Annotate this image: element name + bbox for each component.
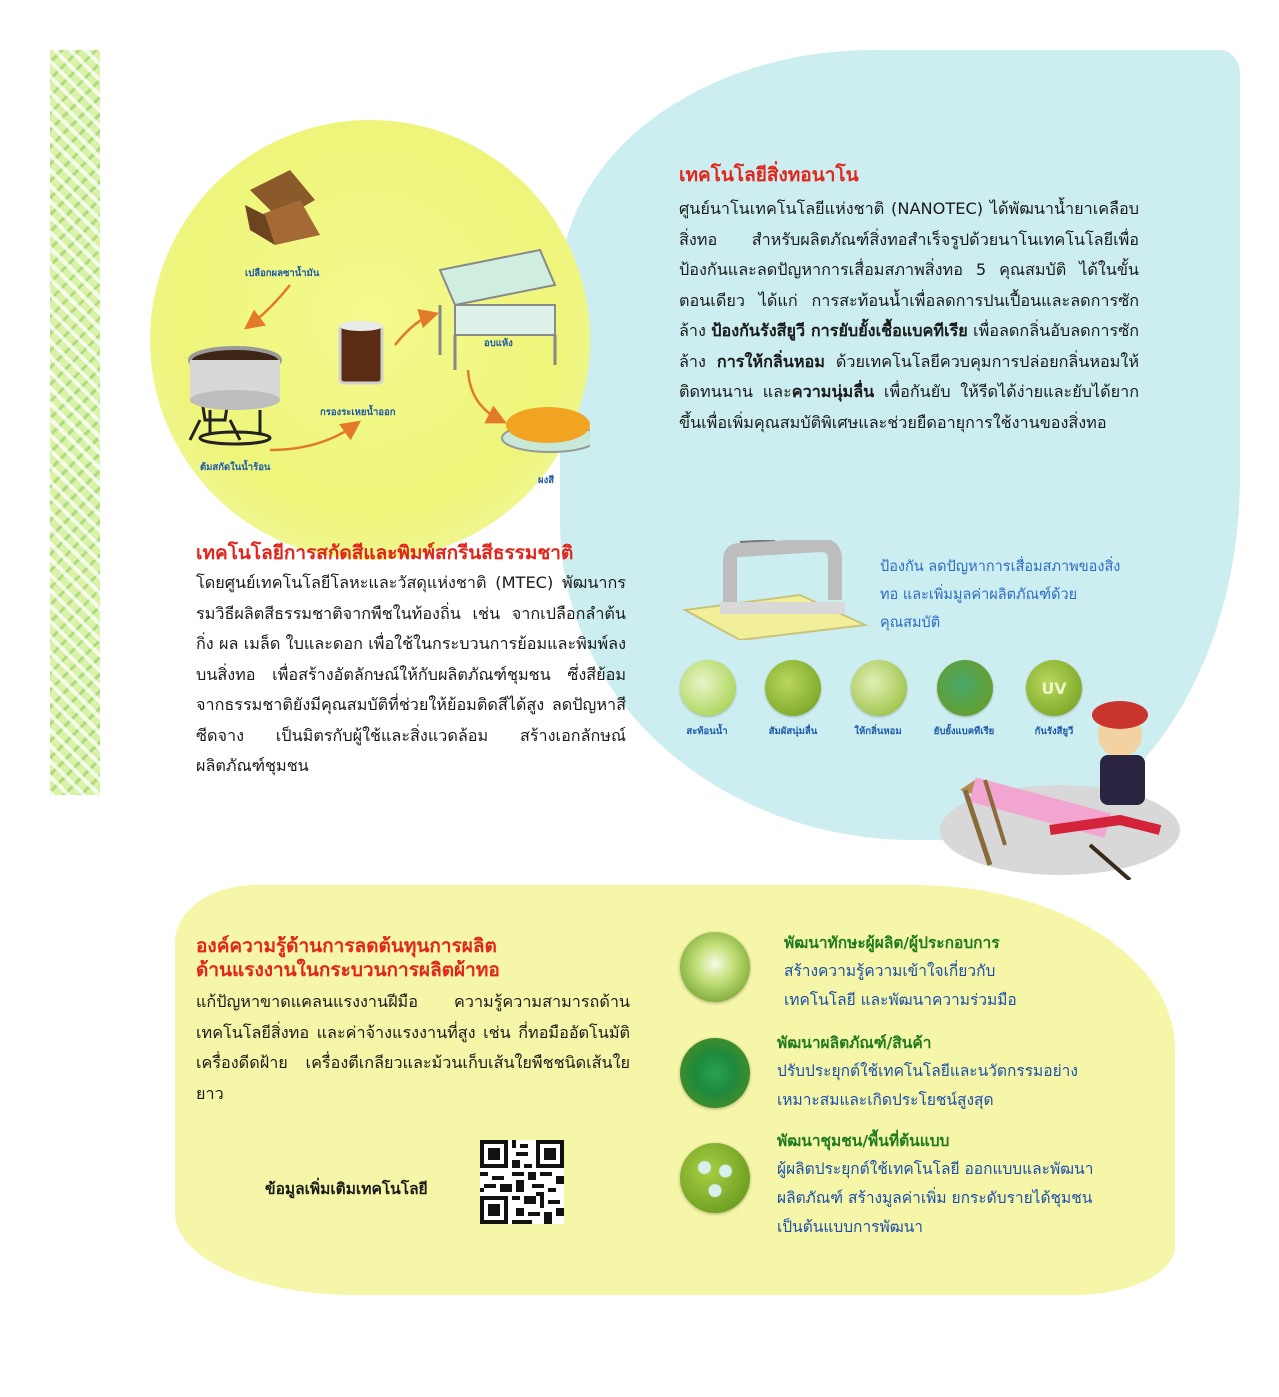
benefit-2-line1: ปรับประยุกต์ใช้เทคโนโลยีและนวัตกรรมอย่าง bbox=[777, 1062, 1078, 1080]
weaver-illustration bbox=[930, 680, 1180, 880]
benefit-2-title: พัฒนาผลิตภัณฑ์/สินค้า bbox=[777, 1034, 932, 1052]
water-repellent-icon bbox=[680, 660, 736, 716]
cost-heading-line2: ด้านแรงงานในกระบวนการผลิตผ้าทอ bbox=[196, 959, 500, 981]
prop-label-water: สะท้อนน้ำ bbox=[686, 726, 728, 737]
label-boil: ต้มสกัดในน้ำร้อน bbox=[200, 462, 271, 473]
thread-spool-icon bbox=[680, 1038, 750, 1108]
benefit-3-line2: ผลิตภัณฑ์ สร้างมูลค่าเพิ่ม ยกระดับรายได้ชุมชน bbox=[777, 1189, 1093, 1207]
cooking-pot-icon bbox=[190, 348, 280, 444]
label-dry: อบแห้ง bbox=[484, 338, 513, 349]
nano-caption: ป้องกัน ลดปัญหาการเสื่อมสภาพของสิ่งทอ และเพิ่มมูลค่าผลิตภัณฑ์ด้วยคุณสมบัติ bbox=[880, 559, 1121, 631]
uv-protection-icon: UV bbox=[1026, 660, 1082, 716]
benefit-3-title: พัฒนาชุมชน/พื้นที่ต้นแบบ bbox=[777, 1132, 950, 1150]
prop-label-antibacterial: ยับยั้งแบคทีเรีย bbox=[933, 726, 995, 737]
label-filter: กรองระเหยน้ำออก bbox=[320, 407, 396, 418]
prop-label-uv: กันรังสียูวี bbox=[1034, 726, 1074, 737]
label-bark: เปลือกผลซาน้ำมัน bbox=[245, 268, 320, 279]
natural-dye-heading: เทคโนโลยีการสกัดสีและพิมพ์สกรีนสีธรรมชาติ bbox=[196, 542, 574, 564]
smooth-touch-icon bbox=[765, 660, 821, 716]
dye-process-illustration bbox=[150, 120, 590, 560]
prop-label-fragrance: ให้กลิ่นหอม bbox=[854, 726, 902, 737]
sewing-machine-icon bbox=[680, 540, 870, 640]
glass-of-dye-icon bbox=[339, 321, 383, 383]
benefit-3-line1: ผู้ผลิตประยุกต์ใช้เทคโนโลยี ออกแบบและพัฒนา bbox=[777, 1160, 1094, 1178]
cost-heading-line1: องค์ความรู้ด้านการลดต้นทุนการผลิต bbox=[196, 935, 497, 957]
benefit-3-line3: เป็นต้นแบบการพัฒนา bbox=[777, 1218, 923, 1236]
benefit-2-line2: เหมาะสมและเกิดประโยชน์สูงสุด bbox=[777, 1091, 994, 1109]
natural-dye-body: โดยศูนย์เทคโนโลยีโลหะและวัสดุแห่งชาติ (MTEC) พัฒนากรรมวิธีผลิตสีธรรมชาติจากพืชในท้องถิ่น เช่น จากเปลือกลำต้น กิ่ง ผล เมล็ด ใบและดอก เพื่อใช้ในกระบวนการย้อมและพิมพ์ลงบนสิ่งทอ เพื่อสร้างอัตลักษณ์ให้กับผลิตภัณฑ์ชุมชน ซึ่งสีย้อมจากธรรมชาติยังมีคุณสมบัติที่ช่วยให้ย้อมติดสีได้สูง ลดปัญหาสีซีดจาง เป็นมิตรกับผู้ใช้และสิ่งแวดล้อม สร้างเอกลักษณ์ผลิตภัณฑ์ชุมชน bbox=[196, 573, 626, 775]
drying-cabinet-icon bbox=[440, 250, 555, 370]
benefit-1-title: พัฒนาทักษะผู้ผลิต/ผู้ประกอบการ bbox=[784, 934, 1000, 952]
prop-label-smooth: สัมผัสนุ่มลื่น bbox=[768, 726, 818, 737]
lightbulb-icon bbox=[680, 932, 750, 1002]
more-info-label: ข้อมูลเพิ่มเติมเทคโนโลยี bbox=[265, 1180, 428, 1198]
benefit-1-line1: สร้างความรู้ความเข้าใจเกี่ยวกับ bbox=[784, 962, 996, 980]
woven-fabric-strip bbox=[50, 50, 100, 795]
benefit-1-line2: เทคโนโลยี และพัฒนาความร่วมมือ bbox=[784, 991, 1017, 1009]
label-powder: ผงสี bbox=[538, 475, 555, 486]
fragrance-icon bbox=[851, 660, 907, 716]
bark-icon bbox=[245, 170, 320, 245]
qr-code[interactable] bbox=[480, 1140, 564, 1224]
dye-powder-icon bbox=[502, 407, 590, 452]
cost-body: แก้ปัญหาขาดแคลนแรงงานฝีมือ ความรู้ความสามารถด้านเทคโนโลยีสิ่งทอ และค่าจ้างแรงงานที่สูง เช่น กี่ทอมืออัตโนมัติ เครื่องดีดฝ้าย เครื่องตีเกลียวและม้วนเก็บเส้นใยพืชชนิดเส้นใยยาว bbox=[196, 992, 630, 1103]
nano-heading: เทคโนโลยีสิ่งทอนาโน bbox=[679, 164, 859, 186]
community-network-icon bbox=[680, 1143, 750, 1213]
nano-body: ศูนย์นาโนเทคโนโลยีแห่งชาติ (NANOTEC) ได้พัฒนาน้ำยาเคลือบสิ่งทอ สำหรับผลิตภัณฑ์สิ่งทอสำเร็จรูปด้วยนาโนเทคโนโลยีเพื่อป้องกันและลดปัญหาการเสื่อมสภาพสิ่งทอ 5 คุณสมบัติ ได้ในขั้นตอนเดียว ได้แก่ การสะท้อนน้ำเพื่อลดการปนเปื้อนและลดการซักล้าง ป้องกันรังสียูวี การยับยั้งเชื้อแบคทีเรีย เพื่อลดกลิ่นอับลดการซักล้าง การให้กลิ่นหอม ด้วยเทคโนโลยีควบคุมการปล่อยกลิ่นหอมให้ติดทนนาน และความนุ่มลื่น เพื่อกันยับ ให้รีดได้ง่ายและยับได้ยากขึ้นเพื่อเพิ่มคุณสมบัติพิเศษและช่วยยืดอายุการใช้งานของสิ่งทอ bbox=[679, 199, 1140, 432]
